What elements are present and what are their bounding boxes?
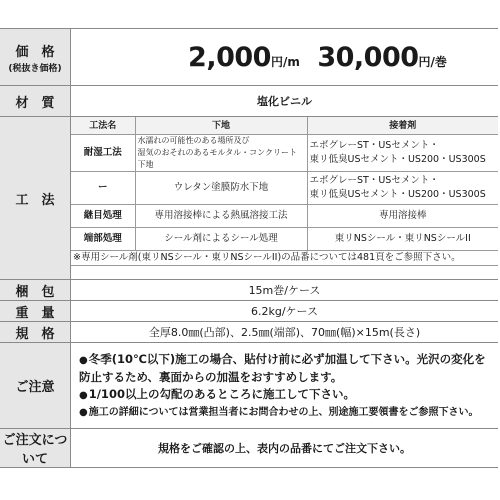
material-value: 塩化ビニル — [71, 86, 499, 117]
caution-list — [71, 351, 498, 421]
weight-row — [0, 301, 498, 322]
method-header-name: 工法名 — [71, 117, 135, 135]
weight-label: 重 量 — [0, 301, 71, 322]
caution-label: ご注意 — [0, 343, 71, 429]
method-name: ー — [71, 172, 135, 205]
weight-value: 6.2kg/ケース — [71, 301, 499, 322]
method-row — [0, 117, 498, 280]
price-amount-per-meter: 2,000 — [188, 41, 271, 73]
spec-value: 全厚8.0㎜(凸部)、2.5㎜(端部)、70㎜(幅)×15m(長さ) — [71, 322, 499, 343]
packaging-value: 15m巻/ケース — [71, 280, 499, 301]
caution-text: 施工の詳細については営業担当者にお問合わせの上、別途施工要領書をご参照下さい。 — [88, 406, 479, 418]
price-unit-per-meter: 円/m — [270, 54, 300, 69]
price-label: 価 格 — [15, 44, 55, 60]
method-table-row — [71, 135, 498, 172]
method-base: 専用溶接棒による熱風溶接工法 — [135, 205, 307, 228]
packaging-row — [0, 280, 498, 301]
price-sublabel: (税抜き価格) — [8, 63, 62, 74]
method-adhesive: 東リNSシール・東リNSシールII — [307, 228, 498, 251]
method-table-row — [71, 172, 498, 205]
method-name: 継目処理 — [71, 205, 135, 228]
order-label: ご注文について — [0, 429, 71, 468]
method-adhesive: エボグレーST・USセメント・ 東リ低臭USセメント・US200・US300S — [307, 135, 498, 172]
method-note-row — [71, 251, 498, 266]
caution-item — [79, 351, 492, 386]
caution-item — [79, 404, 492, 421]
caution-cell — [71, 343, 499, 429]
method-label: 工 法 — [0, 117, 71, 280]
spec-table — [0, 28, 498, 468]
method-adhesive: エボグレーST・USセメント・ 東リ低臭USセメント・US200・US300S — [307, 172, 498, 205]
method-base: ウレタン塗膜防水下地 — [135, 172, 307, 205]
method-table-row — [71, 228, 498, 251]
packaging-label: 梱 包 — [0, 280, 71, 301]
method-name: 耐湿工法 — [71, 135, 135, 172]
method-cell — [71, 117, 499, 280]
method-header-adhesive: 接着剤 — [307, 117, 498, 135]
price-amount-per-roll: 30,000 — [317, 41, 419, 73]
bullet-icon: ● — [79, 406, 88, 418]
method-table — [71, 117, 498, 266]
method-adhesive: 専用溶接棒 — [307, 205, 498, 228]
method-header-row — [71, 117, 498, 135]
spec-row — [0, 322, 498, 343]
bullet-icon: ● — [79, 354, 88, 366]
caution-text: 冬季(10℃以下)施工の場合、貼付け前に必ず加温して下さい。光沢の変化を防止するため、裏面からの加温をおすすめします。 — [79, 351, 486, 384]
method-note: ※専用シール剤(東リNSシール・東リNSシールII)の品番については481頁をご参照下さい。 — [71, 251, 498, 266]
order-row — [0, 429, 498, 468]
caution-row — [0, 343, 498, 429]
price-unit-per-roll: 円/巻 — [418, 54, 447, 69]
material-row — [0, 86, 498, 117]
method-table-row — [71, 205, 498, 228]
price-label-cell — [0, 29, 71, 86]
method-header-base: 下地 — [135, 117, 307, 135]
bullet-icon: ● — [79, 389, 88, 401]
caution-text: 1/100以上の勾配のあるところに施工して下さい。 — [88, 386, 355, 401]
order-value: 規格をご確認の上、表内の品番にてご注文下さい。 — [71, 429, 499, 468]
caution-item — [79, 386, 492, 404]
material-label: 材 質 — [0, 86, 71, 117]
spec-label: 規 格 — [0, 322, 71, 343]
method-base: 水濡れの可能性のある場所及び 湿気のおそれのあるモルタル・コンクリート下地 — [135, 135, 307, 172]
price-row — [0, 29, 498, 86]
method-name: 端部処理 — [71, 228, 135, 251]
method-base: シール剤によるシール処理 — [135, 228, 307, 251]
price-value-cell — [71, 29, 499, 86]
